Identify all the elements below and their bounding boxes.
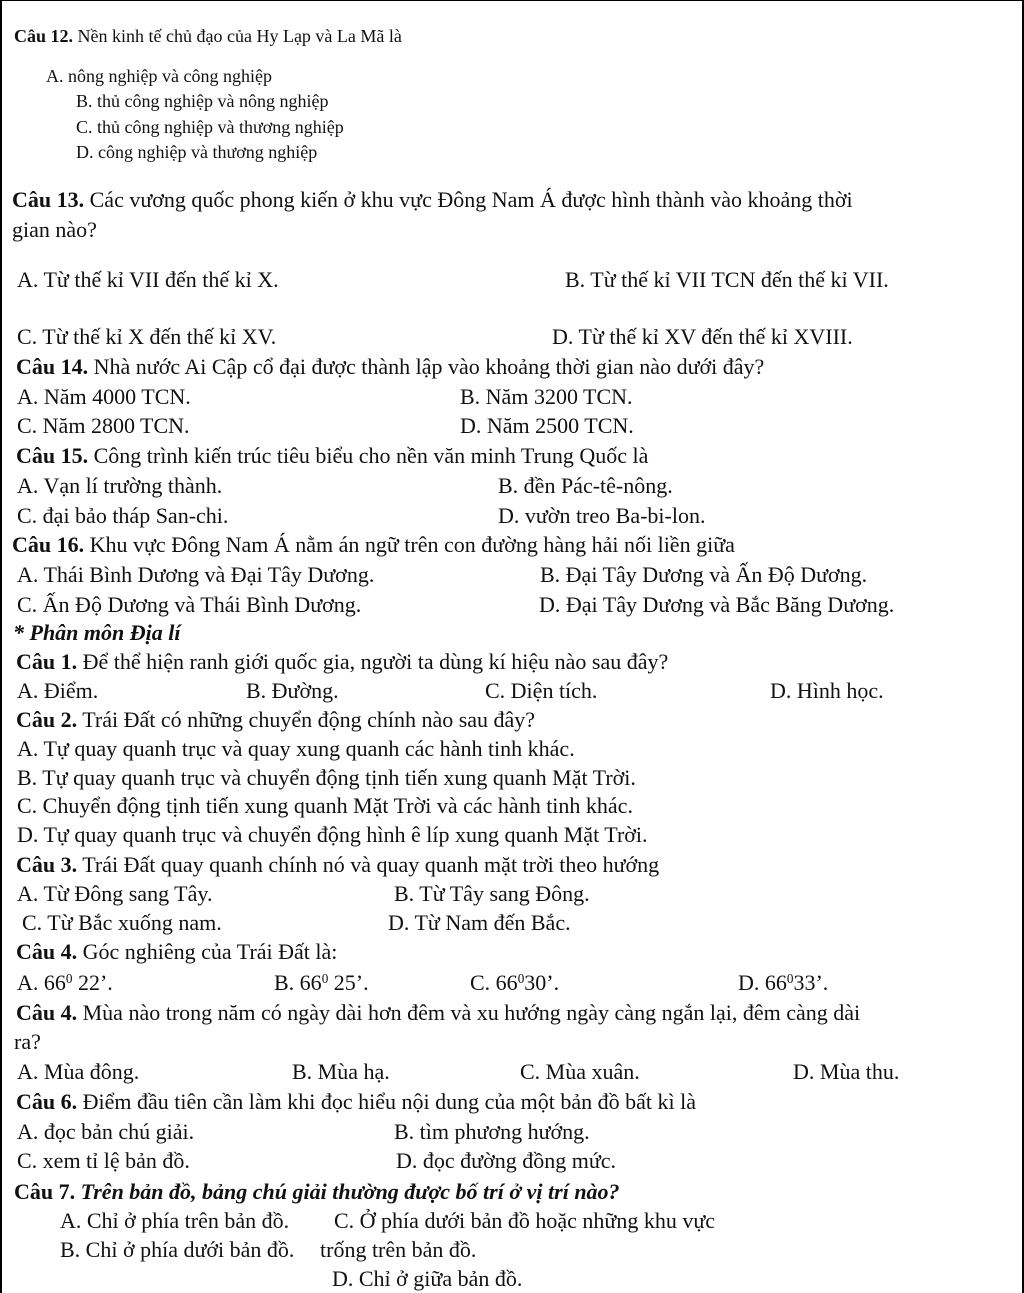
option-d: D. Hình học.	[770, 678, 884, 703]
question-13-cont: gian nào?	[12, 217, 97, 242]
question-number: Câu 13.	[12, 187, 85, 212]
option-a: A. Điểm.	[17, 678, 99, 703]
option-b: B. tìm phương hướng.	[394, 1119, 590, 1144]
question-16	[12, 534, 735, 556]
option-b: B. Năm 3200 TCN.	[460, 384, 633, 409]
option-c: C. Từ Bắc xuống nam.	[22, 910, 222, 935]
option-d: D. công nghiệp và thương nghiệp	[76, 142, 318, 162]
option-d: D. Từ Nam đến Bắc.	[388, 910, 571, 935]
option-b: B. $66^0$ 25’.	[274, 970, 369, 995]
question-13	[12, 189, 853, 211]
option-a: A. Thái Bình Dương và Đại Tây Dương.	[17, 562, 375, 587]
option-c: C. $66^030$’.	[470, 970, 560, 995]
geo-question-1	[16, 651, 668, 673]
option-b: B. thủ công nghiệp và nông nghiệp	[76, 91, 329, 111]
option-d: D. đọc đường đồng mức.	[396, 1148, 617, 1173]
question-text: Nhà nước Ai Cập cổ đại được thành lập vào khoảng thời gian nào dưới đây?	[88, 354, 765, 379]
question-number: Câu 7.	[14, 1179, 76, 1204]
option-d: D. Tự quay quanh trục và chuyển động hình ê líp xung quanh Mặt Trời.	[17, 822, 648, 847]
question-text: Điểm đầu tiên cần làm khi đọc hiểu nội dung của một bản đồ bất kì là	[77, 1089, 697, 1114]
option-c: C. đại bảo tháp San-chi.	[17, 503, 229, 528]
option-b: B. đền Pác-tê-nông.	[498, 473, 673, 498]
question-number: Câu 3.	[16, 852, 78, 877]
option-b: B. Từ thế kỉ VII TCN đến thế kỉ VII.	[565, 267, 889, 292]
option-c: C. Ở phía dưới bản đồ hoặc những khu vực	[334, 1208, 716, 1233]
geo-question-3	[16, 854, 659, 876]
option-d: D. Đại Tây Dương và Bắc Băng Dương.	[539, 592, 895, 617]
option-b: B. Tự quay quanh trục và chuyển động tịnh tiến xung quanh Mặt Trời.	[17, 765, 636, 790]
question-number: Câu 1.	[16, 649, 78, 674]
question-12	[14, 27, 402, 45]
option-c-cont: trống trên bản đồ.	[320, 1237, 477, 1262]
geo-question-2	[16, 709, 535, 731]
option-c: C. Mùa xuân.	[520, 1059, 640, 1084]
question-number: Câu 15.	[16, 443, 89, 468]
option-a: A. Chỉ ở phía trên bản đồ.	[60, 1208, 290, 1233]
option-c: C. Năm 2800 TCN.	[17, 413, 190, 438]
question-text: Mùa nào trong năm có ngày dài hơn đêm và xu hướng ngày càng ngắn lại, đêm càng dài	[77, 1000, 861, 1025]
section-title: * Phân môn Địa lí	[13, 620, 181, 645]
question-text: Góc nghiêng của Trái Đất là:	[77, 939, 338, 964]
option-c: C. Từ thế kỉ X đến thế kỉ XV.	[17, 324, 277, 349]
option-b: B. Từ Tây sang Đông.	[394, 881, 590, 906]
question-15	[16, 445, 648, 467]
question-text: Công trình kiến trúc tiêu biểu cho nền văn minh Trung Quốc là	[88, 443, 649, 468]
option-a: A. Mùa đông.	[17, 1059, 140, 1084]
question-text: Trên bản đồ, bảng chú giải thường được bố trí ở vị trí nào?	[75, 1179, 620, 1204]
question-number: Câu 14.	[16, 354, 89, 379]
geo-question-5	[16, 1002, 860, 1024]
question-text: Khu vực Đông Nam Á nằm án ngữ trên con đường hàng hải nối liền giữa	[84, 532, 735, 557]
option-c: C. Ấn Độ Dương và Thái Bình Dương.	[17, 592, 362, 617]
geo-question-6	[16, 1091, 696, 1113]
question-number: Câu 16.	[12, 532, 85, 557]
option-d: D. vườn treo Ba-bi-lon.	[498, 503, 706, 528]
question-text: Để thể hiện ranh giới quốc gia, người ta dùng kí hiệu nào sau đây?	[77, 649, 669, 674]
option-b: B. Mùa hạ.	[292, 1059, 390, 1084]
question-14	[16, 356, 764, 378]
option-d: D. $66^033$’.	[738, 970, 829, 995]
option-c: C. Diện tích.	[485, 678, 598, 703]
option-b: B. Đường.	[246, 678, 339, 703]
question-number: Câu 4.	[16, 939, 78, 964]
geo-question-4	[16, 941, 337, 963]
question-number: Câu 6.	[16, 1089, 78, 1114]
option-a: A. Từ thế kỉ VII đến thế kỉ X.	[17, 267, 279, 292]
option-b: B. Chỉ ở phía dưới bản đồ.	[60, 1237, 295, 1262]
question-number: Câu 12.	[14, 26, 74, 46]
option-d: D. Năm 2500 TCN.	[460, 413, 634, 438]
option-c: C. xem tỉ lệ bản đồ.	[17, 1148, 190, 1173]
option-a: A. Từ Đông sang Tây.	[17, 881, 213, 906]
option-a: A. đọc bản chú giải.	[17, 1119, 195, 1144]
question-text: Các vương quốc phong kiến ở khu vực Đông Nam Á được hình thành vào khoảng thời	[84, 187, 853, 212]
option-a: A. nông nghiệp và công nghiệp	[46, 66, 272, 86]
question-number: Câu 2.	[16, 707, 78, 732]
option-a: A. Tự quay quanh trục và quay xung quanh các hành tinh khác.	[17, 736, 575, 761]
option-c: C. thủ công nghiệp và thương nghiệp	[76, 117, 344, 137]
option-b: B. Đại Tây Dương và Ấn Độ Dương.	[540, 562, 868, 587]
option-d: D. Từ thế kỉ XV đến thế kỉ XVIII.	[552, 324, 853, 349]
geo-question-7	[14, 1181, 620, 1203]
question-cont: ra?	[14, 1029, 41, 1054]
option-d: D. Mùa thu.	[793, 1059, 900, 1084]
option-a: A. $66^0$ 22’.	[17, 970, 113, 995]
question-number: Câu 4.	[16, 1000, 78, 1025]
option-a: A. Năm 4000 TCN.	[17, 384, 191, 409]
option-a: A. Vạn lí trường thành.	[17, 473, 223, 498]
option-d: D. Chỉ ở giữa bản đồ.	[332, 1266, 523, 1291]
option-c: C. Chuyển động tịnh tiến xung quanh Mặt Trời và các hành tinh khác.	[17, 793, 633, 818]
question-text: Nền kinh tế chủ đạo của Hy Lạp và La Mã là	[73, 26, 402, 46]
question-text: Trái Đất quay quanh chính nó và quay quanh mặt trời theo hướng	[77, 852, 660, 877]
question-text: Trái Đất có những chuyển động chính nào sau đây?	[77, 707, 536, 732]
